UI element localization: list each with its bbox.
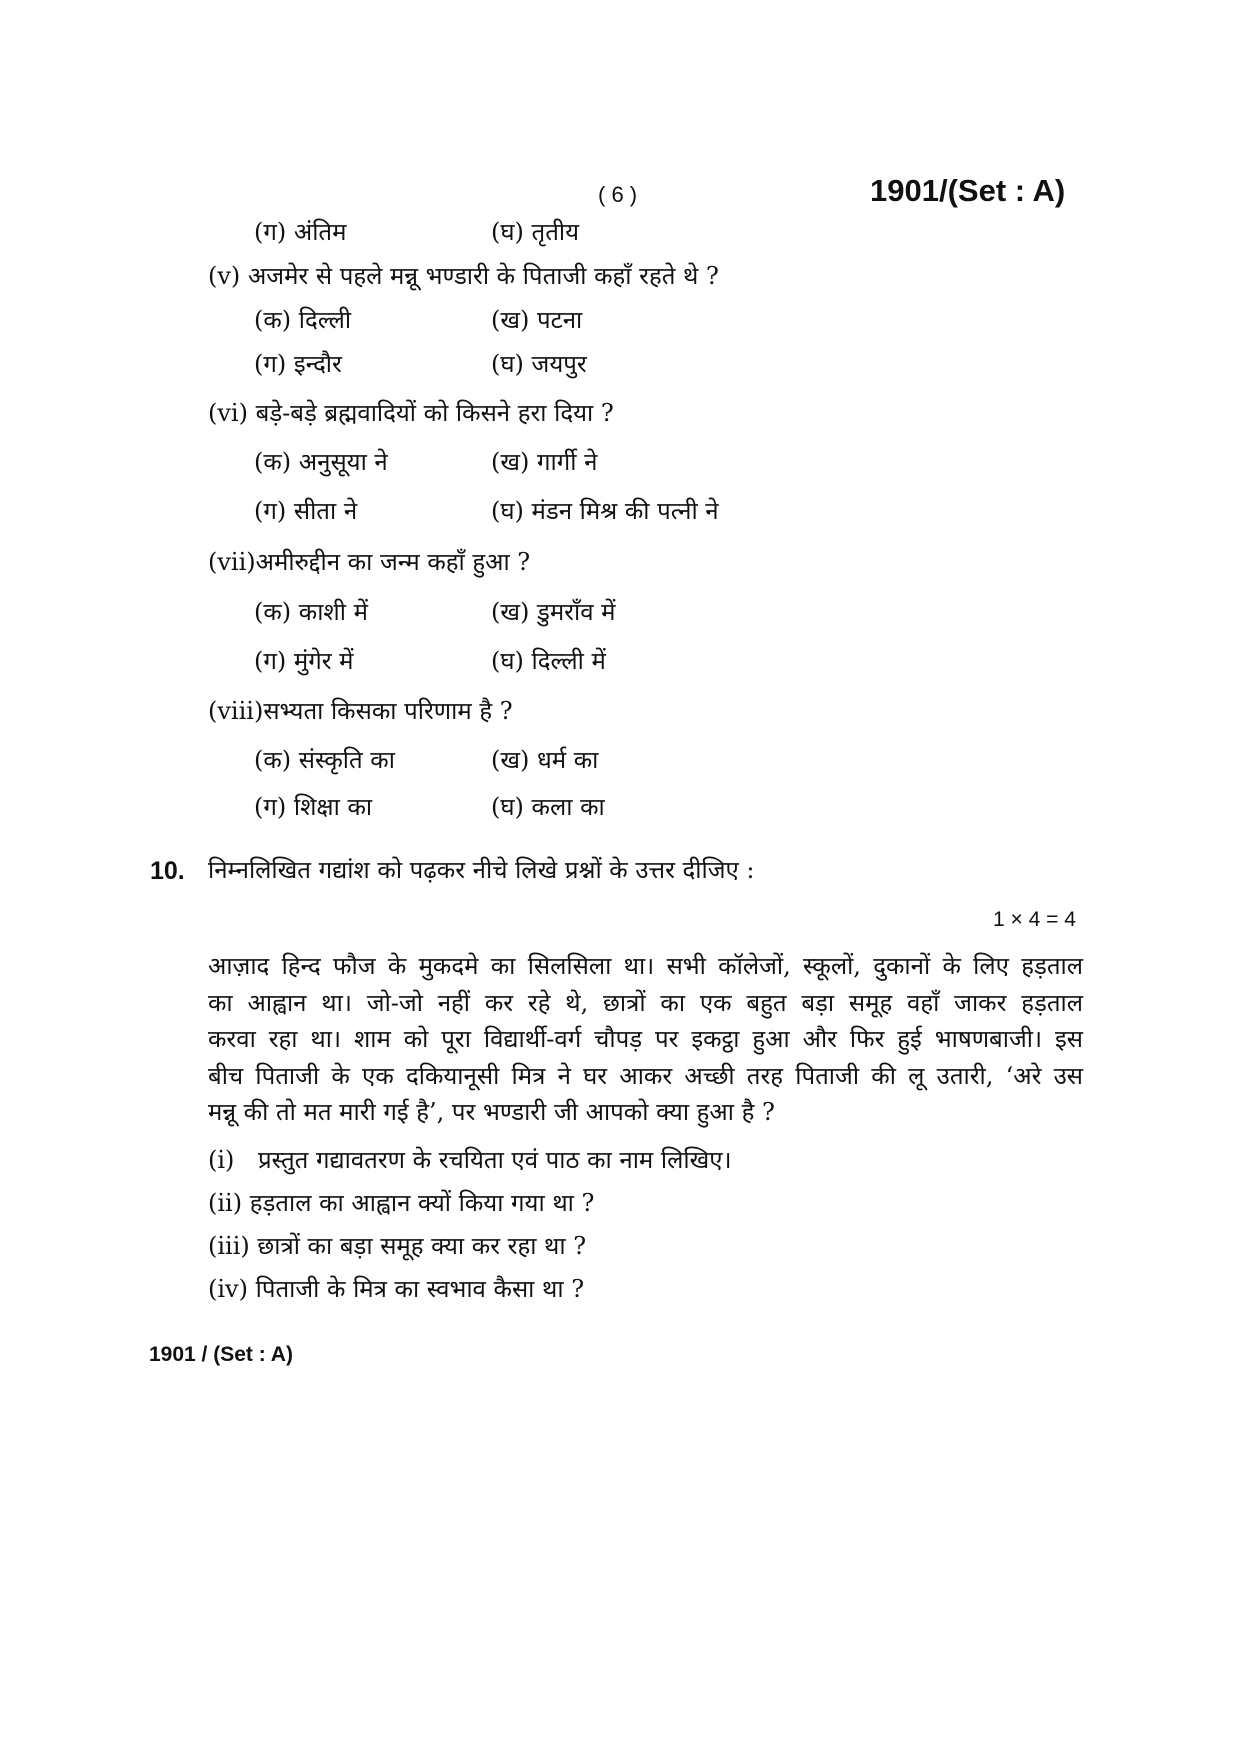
question-label: (iii) xyxy=(208,1232,250,1260)
question-vii xyxy=(208,545,530,578)
question-text: बड़े-बड़े ब्रह्मवादियों को किसने हरा दिया ? xyxy=(255,399,614,427)
q9-5-option-d: (घ) जयपुर xyxy=(491,350,587,378)
question-label: (v) xyxy=(208,262,241,290)
q9-8-option-d: (घ) कला का xyxy=(491,793,605,821)
question-text: सभ्यता किसका परिणाम है ? xyxy=(263,697,513,725)
question-10-ii xyxy=(208,1186,594,1219)
q9-6-option-d: (घ) मंडन मिश्र की पत्नी ने xyxy=(491,497,719,525)
marks-allocation: 1 × 4 = 4 xyxy=(993,908,1076,931)
question-text: हड़ताल का आह्वान क्यों किया गया था ? xyxy=(249,1189,595,1217)
q9-5-option-c: (ग) इन्दौर xyxy=(254,350,342,378)
question-text: अमीरुद्दीन का जन्म कहाँ हुआ ? xyxy=(255,548,531,576)
passage-line: का आह्वान था। जो-जो नहीं कर रहे थे, छात्रों का एक बहुत बड़ा समूह वहाँ जाकर हड़ताल xyxy=(208,988,1083,1017)
question-label: (viii) xyxy=(208,697,264,725)
passage-line: मन्नू की तो मत मारी गई है’, पर भण्डारी जी आपको क्या हुआ है ? xyxy=(208,1098,775,1126)
passage-line: बीच पिताजी के एक दकियानूसी मित्र ने घर आकर अच्छी तरह पिताजी की लू उतारी, ‘अरे उस xyxy=(208,1061,1083,1090)
question-vi xyxy=(208,396,614,429)
q9-6-option-c: (ग) सीता ने xyxy=(254,497,358,525)
question-viii xyxy=(208,694,513,727)
question-label: (vii) xyxy=(208,548,256,576)
q9-4-option-c: (ग) अंतिम xyxy=(254,218,347,246)
q9-5-option-b: (ख) पटना xyxy=(491,306,583,334)
question-text: पिताजी के मित्र का स्वभाव कैसा था ? xyxy=(255,1275,585,1303)
q9-8-option-b: (ख) धर्म का xyxy=(491,746,599,774)
q9-8-option-c: (ग) शिक्षा का xyxy=(254,793,373,821)
q9-6-option-a: (क) अनुसूया ने xyxy=(254,448,388,476)
q9-7-option-a: (क) काशी में xyxy=(254,598,368,626)
question-10-i xyxy=(208,1143,732,1176)
question-text: छात्रों का बड़ा समूह क्या कर रहा था ? xyxy=(257,1232,587,1260)
question-label: (iv) xyxy=(208,1275,248,1303)
question-label: (vi) xyxy=(208,399,248,427)
question-label: (i) xyxy=(208,1146,235,1174)
question-v xyxy=(208,259,719,292)
q9-8-option-a: (क) संस्कृति का xyxy=(254,746,395,774)
set-code-header: 1901/(Set : A) xyxy=(870,173,1066,208)
passage-line: आज़ाद हिन्द फौज के मुकदमे का सिलसिला था। सभी कॉलेजों, स्कूलों, दुकानों के लिए हड़ताल xyxy=(208,952,1083,980)
question-10-number: 10. xyxy=(150,857,185,885)
q9-5-option-a: (क) दिल्ली xyxy=(254,306,352,334)
question-label: (ii) xyxy=(208,1189,243,1217)
passage-line: करवा रहा था। शाम को पूरा विद्यार्थी-वर्ग चौपड़ पर इकट्ठा हुआ और फिर हुई भाषणबाजी। इस xyxy=(208,1025,1083,1053)
question-10-iii xyxy=(208,1229,586,1262)
q9-6-option-b: (ख) गार्गी ने xyxy=(491,448,598,476)
q9-7-option-c: (ग) मुंगेर में xyxy=(254,647,354,675)
page-number: ( 6 ) xyxy=(598,182,638,207)
q9-7-option-d: (घ) दिल्ली में xyxy=(491,647,606,675)
question-10-iv xyxy=(208,1272,584,1305)
q9-4-option-d: (घ) तृतीय xyxy=(491,218,580,246)
passage xyxy=(208,948,1083,1131)
question-text: अजमेर से पहले मन्नू भण्डारी के पिताजी कहाँ रहते थे ? xyxy=(247,262,719,290)
q9-7-option-b: (ख) डुमराँव में xyxy=(491,598,616,626)
question-text: प्रस्तुत गद्यावतरण के रचयिता एवं पाठ का नाम लिखिए। xyxy=(258,1146,732,1174)
question-10-instruction: निम्नलिखित गद्यांश को पढ़कर नीचे लिखे प्रश्नों के उत्तर दीजिए : xyxy=(208,856,755,884)
footer-set-code: 1901 / (Set : A) xyxy=(149,1343,293,1366)
